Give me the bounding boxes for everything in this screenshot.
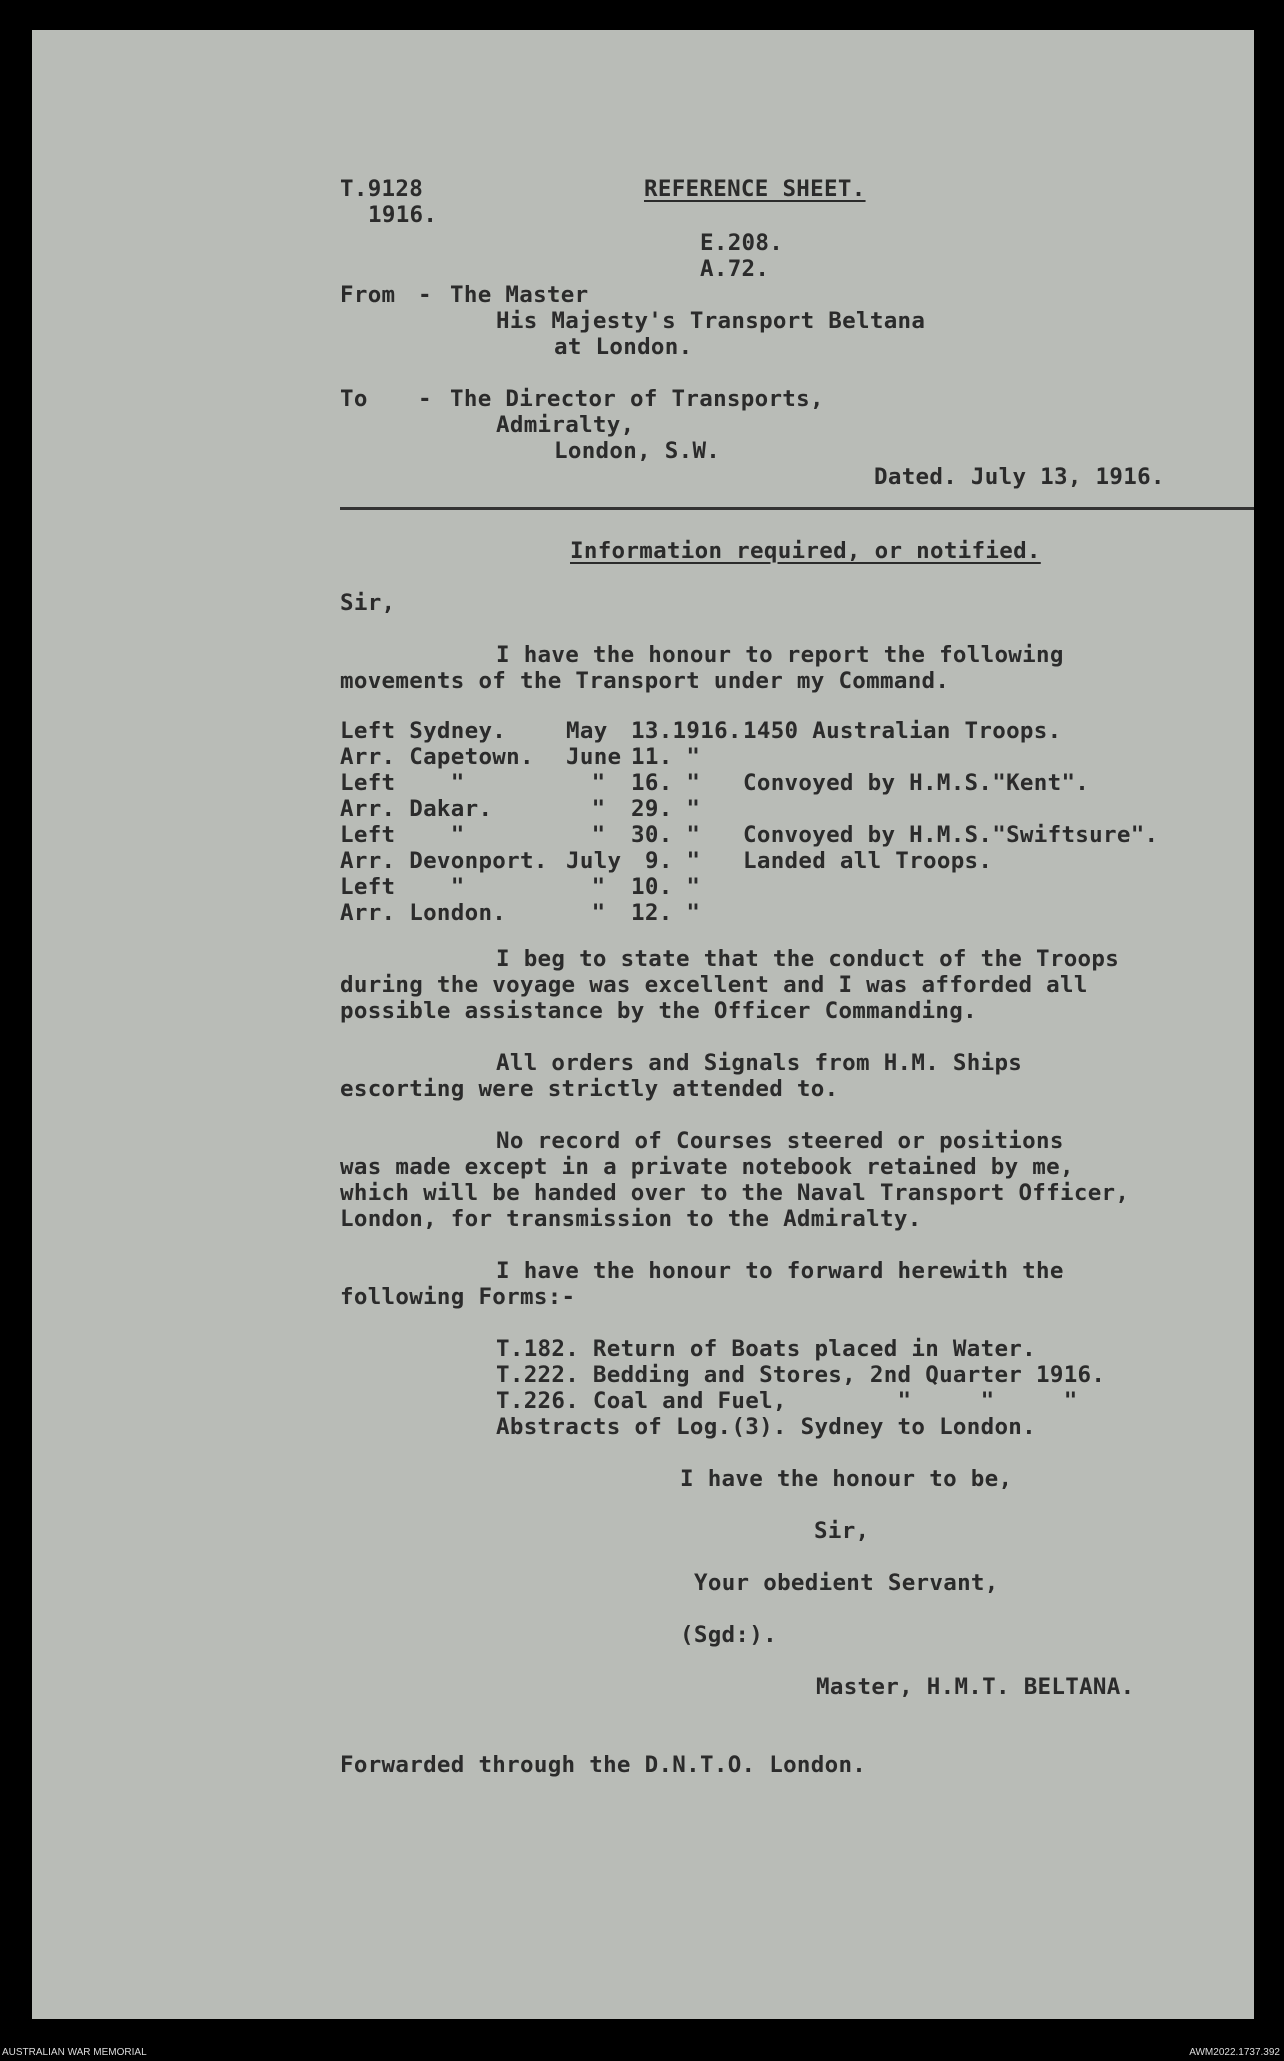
para4-line-1: No record of Courses steered or positions bbox=[496, 1128, 1064, 1154]
reference-number: T.9128 bbox=[340, 176, 424, 202]
closing-line-3: Your obedient Servant, bbox=[694, 1570, 999, 1596]
movement-day: 10. " bbox=[631, 874, 701, 900]
closing-line-1: I have the honour to be, bbox=[680, 1466, 1013, 1492]
movement-day: 11. " bbox=[631, 744, 701, 770]
para5-line-1: I have the honour to forward herewith the bbox=[496, 1258, 1064, 1284]
document-page bbox=[32, 30, 1254, 2019]
file-code-a: A.72. bbox=[700, 256, 770, 282]
movement-month: " bbox=[591, 770, 606, 796]
from-line-2: His Majesty's Transport Beltana bbox=[496, 308, 926, 334]
movement-row bbox=[340, 874, 1158, 900]
movement-note bbox=[743, 874, 1158, 900]
archive-credit: AUSTRALIAN WAR MEMORIAL bbox=[2, 2047, 147, 2058]
forwarding-note: Forwarded through the D.N.T.O. London. bbox=[340, 1752, 867, 1778]
para2-line-1: I beg to state that the conduct of the Troops bbox=[496, 946, 1120, 972]
subject-heading: Information required, or notified. bbox=[570, 538, 1041, 564]
movement-note: 1450 Australian Troops. bbox=[743, 718, 1062, 744]
movement-day: 9. " bbox=[645, 848, 701, 874]
movement-month: July bbox=[566, 848, 622, 874]
document-title: REFERENCE SHEET. bbox=[644, 176, 866, 202]
signature-line: Master, H.M.T. BELTANA. bbox=[816, 1674, 1135, 1700]
movement-action: Arr. Devonport. bbox=[340, 848, 548, 874]
movement-row bbox=[340, 822, 1158, 848]
to-line-1: The Director of Transports, bbox=[450, 386, 824, 412]
salutation: Sir, bbox=[340, 590, 396, 616]
movement-note bbox=[743, 744, 1158, 770]
para4-line-4: London, for transmission to the Admiralty. bbox=[340, 1206, 922, 1232]
to-dash: - bbox=[418, 386, 432, 412]
from-line-1: The Master bbox=[450, 282, 589, 308]
reference-year: 1916. bbox=[368, 202, 438, 228]
to-label: To bbox=[340, 386, 368, 412]
signed-mark: (Sgd:). bbox=[680, 1622, 777, 1648]
from-dash: - bbox=[418, 282, 432, 308]
movement-note: Convoyed by H.M.S."Swiftsure". bbox=[743, 822, 1159, 848]
movement-action: Left " bbox=[340, 874, 465, 900]
movement-action: Arr. Capetown. bbox=[340, 744, 534, 770]
movement-note: Landed all Troops. bbox=[743, 848, 993, 874]
movement-day: 13.1916. bbox=[631, 718, 742, 744]
movement-row bbox=[340, 744, 1158, 770]
movement-note bbox=[743, 900, 1158, 926]
archive-reference: AWM2022.1737.392 bbox=[1189, 2047, 1280, 2058]
movement-action: Left " bbox=[340, 770, 465, 796]
para1-line-1: I have the honour to report the following bbox=[496, 642, 1064, 668]
para1-line-2: movements of the Transport under my Command. bbox=[340, 668, 950, 694]
movement-day: 29. " bbox=[631, 796, 701, 822]
movement-row bbox=[340, 796, 1158, 822]
movement-day: 16. " bbox=[631, 770, 701, 796]
movement-month: " bbox=[591, 822, 606, 848]
movement-row bbox=[340, 718, 1158, 744]
movement-month: " bbox=[591, 874, 606, 900]
form-item: T.226. Coal and Fuel, " " " bbox=[496, 1388, 1078, 1414]
movement-day: 12. " bbox=[631, 900, 701, 926]
to-line-3: London, S.W. bbox=[554, 438, 721, 464]
movement-action: Arr. Dakar. bbox=[340, 796, 493, 822]
movement-month: June bbox=[566, 744, 622, 770]
para2-line-3: possible assistance by the Officer Commanding. bbox=[340, 998, 977, 1024]
movement-month: " bbox=[591, 796, 606, 822]
movement-row bbox=[340, 900, 1158, 926]
para3-line-1: All orders and Signals from H.M. Ships bbox=[496, 1050, 1023, 1076]
movement-row bbox=[340, 848, 1158, 874]
date-line: Dated. July 13, 1916. bbox=[874, 464, 1165, 490]
horizontal-rule bbox=[340, 507, 1254, 510]
para3-line-2: escorting were strictly attended to. bbox=[340, 1076, 839, 1102]
para4-line-3: which will be handed over to the Naval Transport Officer, bbox=[340, 1180, 1130, 1206]
from-line-3: at London. bbox=[554, 334, 693, 360]
movement-action: Arr. London. bbox=[340, 900, 507, 926]
movement-action: Left " bbox=[340, 822, 465, 848]
form-item: T.222. Bedding and Stores, 2nd Quarter 1916. bbox=[496, 1362, 1106, 1388]
movement-row bbox=[340, 770, 1158, 796]
form-item: T.182. Return of Boats placed in Water. bbox=[496, 1336, 1036, 1362]
movement-note bbox=[743, 796, 1158, 822]
movements-table bbox=[340, 718, 1158, 926]
para2-line-2: during the voyage was excellent and I was afforded all bbox=[340, 972, 1088, 998]
movement-month: May bbox=[566, 718, 608, 744]
to-line-2: Admiralty, bbox=[496, 412, 635, 438]
form-item: Abstracts of Log.(3). Sydney to London. bbox=[496, 1414, 1036, 1440]
para4-line-2: was made except in a private notebook retained by me, bbox=[340, 1154, 1074, 1180]
from-label: From bbox=[340, 282, 396, 308]
closing-line-2: Sir, bbox=[814, 1518, 870, 1544]
file-code-e: E.208. bbox=[700, 230, 784, 256]
para5-line-2: following Forms:- bbox=[340, 1284, 576, 1310]
movement-month: " bbox=[591, 900, 606, 926]
movement-note: Convoyed by H.M.S."Kent". bbox=[743, 770, 1090, 796]
movement-action: Left Sydney. bbox=[340, 718, 507, 744]
movement-day: 30. " bbox=[631, 822, 701, 848]
